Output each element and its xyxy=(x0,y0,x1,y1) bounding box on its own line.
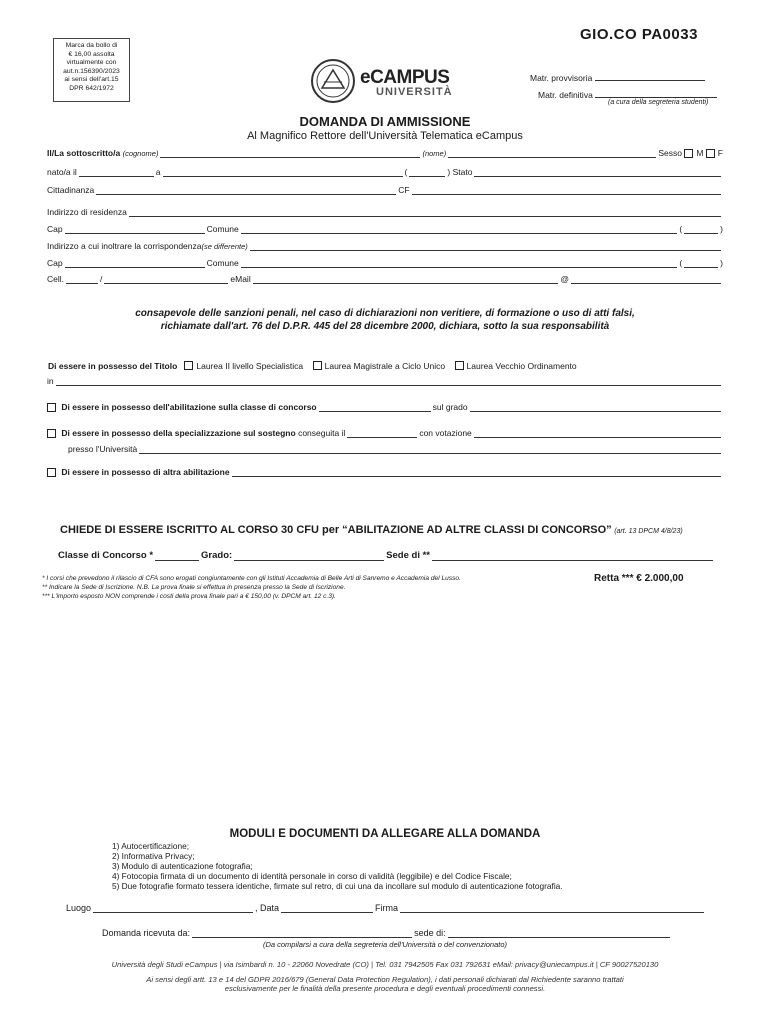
paren-close: ) xyxy=(447,167,451,177)
moduli-item: 3) Modulo di autenticazione fotografia; xyxy=(112,861,253,871)
stamp-line: DPR 642/1972 xyxy=(69,84,114,92)
indirizzo-corr-label: Indirizzo a cui inoltrare la corrispondenza xyxy=(47,241,202,251)
provincia-corr-field[interactable] xyxy=(684,259,718,268)
birth-date-field[interactable] xyxy=(79,168,154,177)
row-specializzazione xyxy=(47,428,723,438)
logo-main-text: eCAMPUS xyxy=(360,67,450,88)
cell-number-field[interactable] xyxy=(104,275,228,284)
document-code: GIO.CO PA0033 xyxy=(580,26,698,43)
birth-place-field[interactable] xyxy=(163,168,403,177)
footer-privacy-line: esclusivamente per le finalità della presente procedura e degli eventuali procedimenti connessi. xyxy=(224,984,546,993)
consapevole-text xyxy=(0,307,770,333)
row-address xyxy=(47,207,723,217)
row-contacts xyxy=(47,274,723,284)
luogo-field[interactable] xyxy=(93,904,253,913)
sesso-f-label: F xyxy=(717,148,723,158)
titolo-opt2-checkbox[interactable] xyxy=(313,361,322,370)
conseguita-label: conseguita il xyxy=(298,428,346,438)
altra-field[interactable] xyxy=(232,468,721,477)
page-title: DOMANDA DI AMMISSIONE xyxy=(299,114,471,129)
cap-field[interactable] xyxy=(65,225,205,234)
firma-field[interactable] xyxy=(400,904,704,913)
moduli-item: 4) Fotocopia firmata di un documento di identità personale in corso di validità (leggibile) e del Codice Fiscale; xyxy=(112,871,512,881)
abilitazione-label: Di essere in possesso dell'abilitazione sulla classe di concorso xyxy=(61,402,317,412)
grado-select-label: Grado: xyxy=(201,550,233,561)
row-luogo xyxy=(66,903,706,913)
sottoscritto-label: Il/La sottoscritto/a xyxy=(47,148,121,158)
conseguita-field[interactable] xyxy=(347,429,417,438)
paren-close: ) xyxy=(720,224,723,234)
titolo-opt2-label: Laurea Magistrale a Ciclo Unico xyxy=(324,361,446,371)
row-abilitazione xyxy=(47,402,723,412)
cell-label: Cell. xyxy=(47,274,65,284)
nome-field[interactable] xyxy=(448,149,656,158)
specializzazione-checkbox[interactable] xyxy=(47,429,56,438)
luogo-label: Luogo xyxy=(66,903,92,913)
sesso-f-checkbox[interactable] xyxy=(706,149,715,158)
stamp-line: ai sensi dell'art.15 xyxy=(64,76,119,83)
data-label: , Data xyxy=(255,903,280,913)
cf-field[interactable] xyxy=(412,186,721,195)
chiede-section xyxy=(60,524,683,536)
comune-corr-field[interactable] xyxy=(241,259,678,268)
paren-open: ( xyxy=(404,167,408,177)
note-line: *** L'importo esposto NON comprende i costi della prova finale pari a € 150,00 (v. DPCM art. 12 c.3). xyxy=(42,593,336,600)
presso-label: presso l'Università xyxy=(68,444,138,454)
se-diff-label: (se differente) xyxy=(201,242,248,251)
sede-di-field[interactable] xyxy=(448,929,670,938)
email-label: eMail xyxy=(230,274,251,284)
a-label: a xyxy=(155,167,161,177)
moduli-item: 1) Autocertificazione; xyxy=(112,841,190,851)
titolo-in-label: in xyxy=(47,376,54,386)
row-address-corr xyxy=(47,241,723,251)
moduli-list xyxy=(112,841,563,891)
votazione-label: con votazione xyxy=(419,428,472,438)
cittadinanza-label: Cittadinanza xyxy=(47,185,95,195)
ecampus-logo xyxy=(310,58,470,104)
stamp-line: aut.n.156390/2023 xyxy=(63,67,120,75)
cf-label: CF xyxy=(398,185,410,195)
row-ricevuta xyxy=(102,928,672,938)
grado-field[interactable] xyxy=(234,552,384,561)
cognome-label: (cognome) xyxy=(122,149,159,158)
row-titolo-in xyxy=(47,376,723,386)
sesso-m-label: M xyxy=(696,148,704,158)
matr-definitiva-field[interactable] xyxy=(595,88,717,98)
birth-province-field[interactable] xyxy=(409,168,445,177)
matr-definitiva-label: Matr. definitiva xyxy=(538,90,593,100)
chiede-ref: (art. 13 DPCM 4/8/23) xyxy=(614,528,683,535)
paren-open: ( xyxy=(679,258,683,268)
indirizzo-corr-field[interactable] xyxy=(250,242,721,251)
titolo-in-field[interactable] xyxy=(56,377,721,386)
retta-amount: Retta *** € 2.000,00 xyxy=(594,573,684,584)
grado-label: sul grado xyxy=(432,402,468,412)
footer-address: Università degli Studi eCampus | via Isimbardi n. 10 - 22060 Novedrate (CO) | Tel. 031 7942505 Fax 031 792631 eMail: privacy@uniecampus.it | CF 90027520130 xyxy=(111,960,659,969)
stamp-line: virtualmente con xyxy=(66,59,117,66)
row-cap xyxy=(47,224,723,234)
ricevuta-label: Domanda ricevuta da: xyxy=(102,928,191,938)
ricevuta-field[interactable] xyxy=(192,929,412,938)
moduli-title: MODULI E DOCUMENTI DA ALLEGARE ALLA DOMANDA xyxy=(229,828,541,840)
email-user-field[interactable] xyxy=(253,275,559,284)
presso-field[interactable] xyxy=(139,445,721,454)
paren-open: ( xyxy=(679,224,683,234)
segreteria-note: (Da compilarsi a cura della segreteria dell'Università o del convenzionato) xyxy=(262,940,508,949)
sede-field[interactable] xyxy=(432,552,713,561)
votazione-field[interactable] xyxy=(474,429,721,438)
titolo-opt1-label: Laurea II livello Specialistica xyxy=(196,361,304,371)
sesso-label: Sesso xyxy=(658,148,682,158)
cognome-field[interactable] xyxy=(160,149,420,158)
slash-label: / xyxy=(100,274,103,284)
page-subtitle: Al Magnifico Rettore dell'Università Telematica eCampus xyxy=(247,130,523,142)
stato-label: Stato xyxy=(452,167,473,177)
ecampus-seal-icon xyxy=(310,58,356,104)
row-birth xyxy=(47,167,723,177)
titolo-row xyxy=(48,361,577,371)
matr-note: (a cura della segreteria studenti) xyxy=(608,99,709,106)
logo-sub-text: UNIVERSITÀ xyxy=(376,86,453,98)
comune-label: Comune xyxy=(206,258,239,268)
matr-provvisoria xyxy=(530,71,705,83)
matr-provvisoria-label: Matr. provvisoria xyxy=(530,73,593,83)
titolo-opt1-checkbox[interactable] xyxy=(184,361,193,370)
cell-prefix-field[interactable] xyxy=(66,275,98,284)
cap-corr-field[interactable] xyxy=(65,259,205,268)
consapevole-line: richiamate dall'art. 76 del D.P.R. 445 del 28 dicembre 2000, dichiara, sotto la sua responsabilità xyxy=(160,321,610,332)
row-classe xyxy=(58,550,715,561)
nato-label: nato/a il xyxy=(47,167,77,177)
row-name xyxy=(47,148,723,158)
consapevole-line: consapevole delle sanzioni penali, nel caso di dichiarazioni non veritiere, di formazione o uso di atti falsi, xyxy=(135,308,635,319)
row-citizenship xyxy=(47,185,723,195)
moduli-item: 5) Due fotografie formato tessera identiche, firmate sul retro, di cui una da incollare sul modulo di autenticazione fotografia. xyxy=(112,881,563,891)
comune-field[interactable] xyxy=(241,225,678,234)
chiede-text: CHIEDE DI ESSERE ISCRITTO AL CORSO 30 CFU per “ABILITAZIONE AD ALTRE CLASSI DI CONCORSO” xyxy=(60,524,612,536)
provincia-field[interactable] xyxy=(684,225,718,234)
row-cap-corr xyxy=(47,258,723,268)
matr-provvisoria-field[interactable] xyxy=(595,71,705,81)
stamp-box xyxy=(53,38,130,102)
data-field[interactable] xyxy=(281,904,373,913)
note-line: ** Indicare la Sede di Iscrizione. N.B. La prova finale si effettua in presenza presso la Sede di Iscrizione. xyxy=(42,584,346,591)
notes-block xyxy=(42,574,461,601)
stato-field[interactable] xyxy=(474,168,721,177)
comune-label: Comune xyxy=(206,224,239,234)
row-presso xyxy=(68,444,723,454)
email-domain-field[interactable] xyxy=(571,275,721,284)
indirizzo-label: Indirizzo di residenza xyxy=(47,207,127,217)
paren-close: ) xyxy=(720,258,723,268)
stamp-line: € 16,00 assolta xyxy=(68,50,115,58)
sede-di-label: sede di: xyxy=(414,928,446,938)
titolo-opt3-label: Laurea Vecchio Ordinamento xyxy=(466,361,577,371)
abilitazione-classe-field[interactable] xyxy=(319,403,431,412)
classe-field[interactable] xyxy=(155,552,199,561)
firma-label: Firma xyxy=(375,903,399,913)
classe-label: Classe di Concorso * xyxy=(58,550,154,561)
cap-label: Cap xyxy=(47,258,63,268)
titolo-label: Di essere in possesso del Titolo xyxy=(48,361,178,371)
abilitazione-checkbox[interactable] xyxy=(47,403,56,412)
row-altra xyxy=(47,467,723,477)
titolo-opt3-checkbox[interactable] xyxy=(455,361,464,370)
altra-label: Di essere in possesso di altra abilitazione xyxy=(61,467,230,477)
footer-privacy-line: Ai sensi degli artt. 13 e 14 del GDPR 2016/679 (General Data Protection Regulation), i dati personali dichiarati dal Richiedente saranno trattati xyxy=(146,975,624,984)
altra-checkbox[interactable] xyxy=(47,468,56,477)
sesso-m-checkbox[interactable] xyxy=(684,149,693,158)
indirizzo-field[interactable] xyxy=(129,208,721,217)
nome-label: (nome) xyxy=(422,149,447,158)
cittadinanza-field[interactable] xyxy=(96,186,396,195)
abilitazione-grado-field[interactable] xyxy=(470,403,721,412)
note-line: * I corsi che prevedono il rilascio di CFA sono erogati congiuntamente con gli Istituti Accademia di Belle Arti di Sanremo e Accademia del Lusso. xyxy=(42,575,461,582)
specializzazione-label: Di essere in possesso della specializzazione sul sostegno xyxy=(61,428,296,438)
at-label: @ xyxy=(560,274,569,284)
sede-label: Sede di ** xyxy=(386,550,430,561)
moduli-item: 2) Informativa Privacy; xyxy=(112,851,195,861)
cap-label: Cap xyxy=(47,224,63,234)
stamp-line: Marca da bollo di xyxy=(65,42,118,49)
